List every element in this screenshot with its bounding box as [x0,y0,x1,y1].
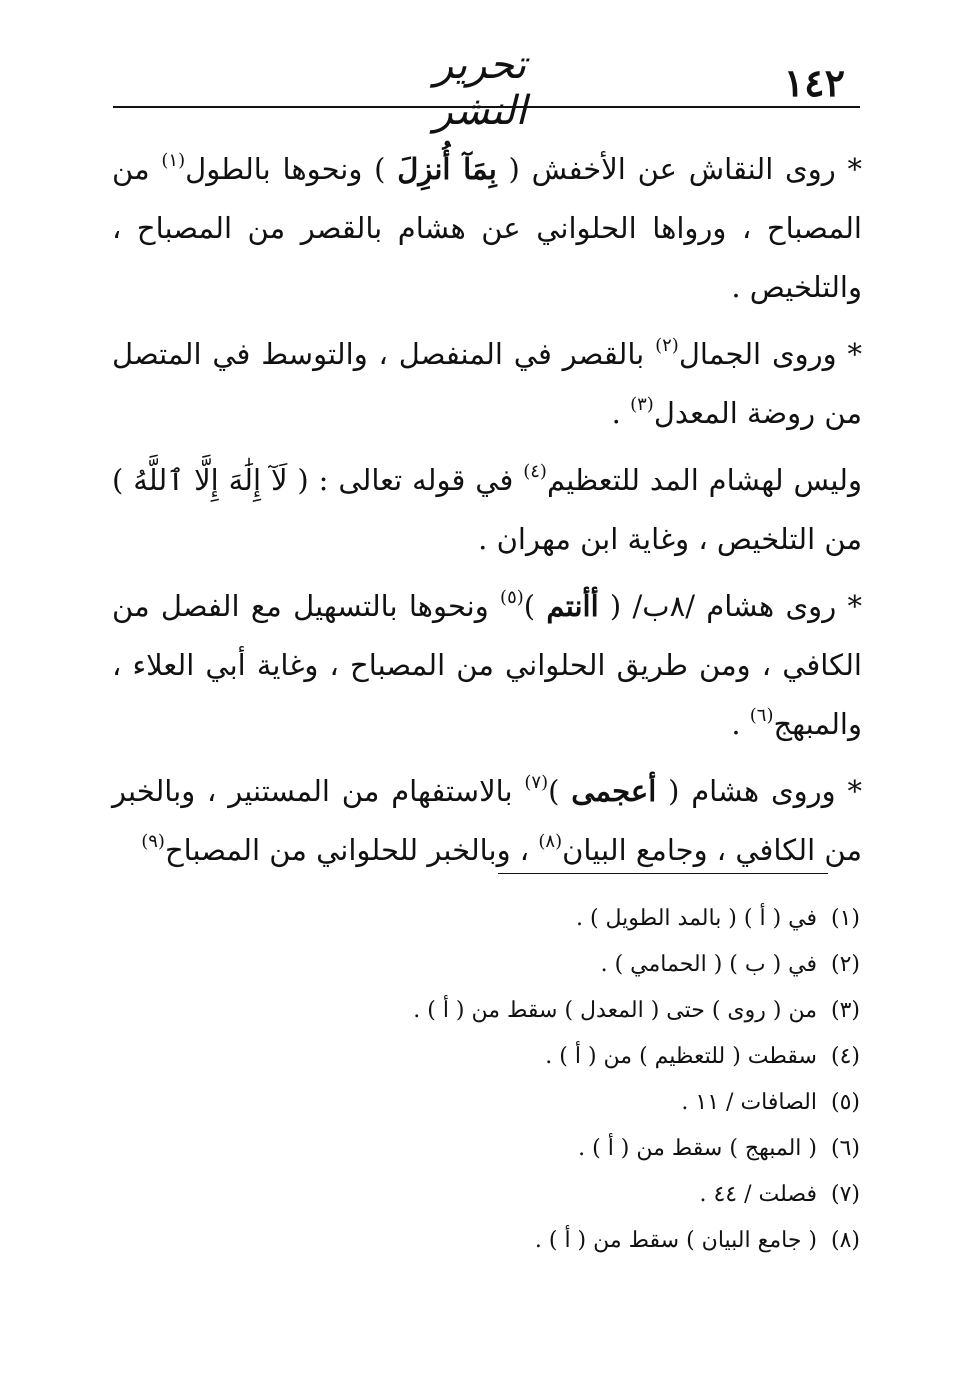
paragraph-3 [112,451,862,569]
text-run: بالاستفهام من المستنير ، وبالخبر من الكافي ، وجامع البيان [112,774,862,867]
text-run: ونحوها بالتسهيل مع الفصل من الكافي ، ومن طريق الحلواني من المصباح ، وغاية أبي العلاء ، والمبهج [112,589,862,741]
footnote-ref[interactable]: (١) [161,150,186,171]
footnote-ref[interactable]: (٨) [538,831,563,852]
footnote-number: (٧) [830,1182,860,1207]
footnote-7 [140,1172,860,1218]
footnote-8 [140,1218,860,1264]
text-run: ) [548,774,572,808]
header-rule [113,106,860,108]
footnote-text: في ( ب ) ( الحمامي ) . [600,952,817,977]
footnote-number: (٥) [830,1090,860,1115]
text-run: . [731,707,750,741]
paragraph-4 [112,577,862,754]
footnote-text: ( المبهج ) سقط من ( أ ) . [578,1136,817,1161]
footnote-3 [140,988,860,1034]
footnote-number: (٢) [830,952,860,977]
footnote-number: (٦) [830,1136,860,1161]
text-run: . [611,396,631,430]
text-run: من المصباح ، ورواها الحلواني عن هشام بالقصر من المصباح ، والتلخيص . [112,152,862,304]
footnote-1 [140,896,860,942]
footnote-5 [140,1080,860,1126]
footnote-text: ( جامع البيان ) سقط من ( أ ) . [534,1228,817,1253]
page-number: ١٤٢ [783,60,845,105]
footnote-text: سقطت ( للتعظيم ) من ( أ ) . [545,1044,817,1069]
text-run: ) [523,589,547,623]
footnote-ref[interactable]: (٩) [141,831,165,852]
text-run: في قوله تعالى : ( [287,463,524,497]
quran-phrase: لَآ إِلَٰهَ إِلَّا ٱللَّهُ [133,463,288,497]
book-title: تحرير النشر [433,42,527,134]
footnote-text: في ( أ ) ( بالمد الطويل ) . [575,906,817,931]
footnote-number: (١) [830,906,860,931]
footnote-text: من ( روى ) حتى ( المعدل ) سقط من ( أ ) . [413,998,817,1023]
paragraph-2 [112,325,862,443]
quran-word: أأنتم [546,589,599,623]
footnote-ref[interactable]: (٣) [630,394,654,415]
paragraph-5 [112,762,862,880]
footnote-number: (٣) [830,998,860,1023]
footnote-ref[interactable]: (٤) [523,461,547,482]
quran-word: أعجمى [571,774,657,808]
text-run: * روى النقاش عن الأخفش ( [496,152,863,186]
footnote-4 [140,1034,860,1080]
footnote-ref[interactable]: (٢) [655,335,679,356]
footnote-text: فصلت / ٤٤ . [699,1182,817,1207]
text-run: * وروى هشام ( [656,774,862,808]
text-run: ، وبالخبر للحلواني من المصباح [164,833,539,867]
footnote-ref[interactable]: (٦) [749,705,774,726]
text-run: ) ونحوها بالطول [185,152,398,186]
main-text [112,140,862,888]
footnote-ref[interactable]: (٧) [524,772,549,793]
text-run: ) من التلخيص ، وغاية ابن مهران . [112,463,862,556]
footnote-rule [498,873,828,874]
footnotes [140,896,860,1264]
footnote-ref[interactable]: (٥) [500,587,524,608]
paragraph-1 [112,140,862,317]
footnote-number: (٨) [830,1228,860,1253]
footnote-6 [140,1126,860,1172]
text-run: * روى هشام /٨ب/ ( [598,589,862,623]
text-run: وليس لهشام المد للتعظيم [546,463,863,497]
footnote-text: الصافات / ١١ . [681,1090,817,1115]
text-run: * وروى الجمال [678,337,862,371]
quran-word: بِمَآ أُنزِلَ [397,152,497,186]
footnote-2 [140,942,860,988]
footnote-number: (٤) [830,1044,860,1069]
text-run: بالقصر في المنفصل ، والتوسط في المتصل من روضة المعدل [112,337,862,430]
